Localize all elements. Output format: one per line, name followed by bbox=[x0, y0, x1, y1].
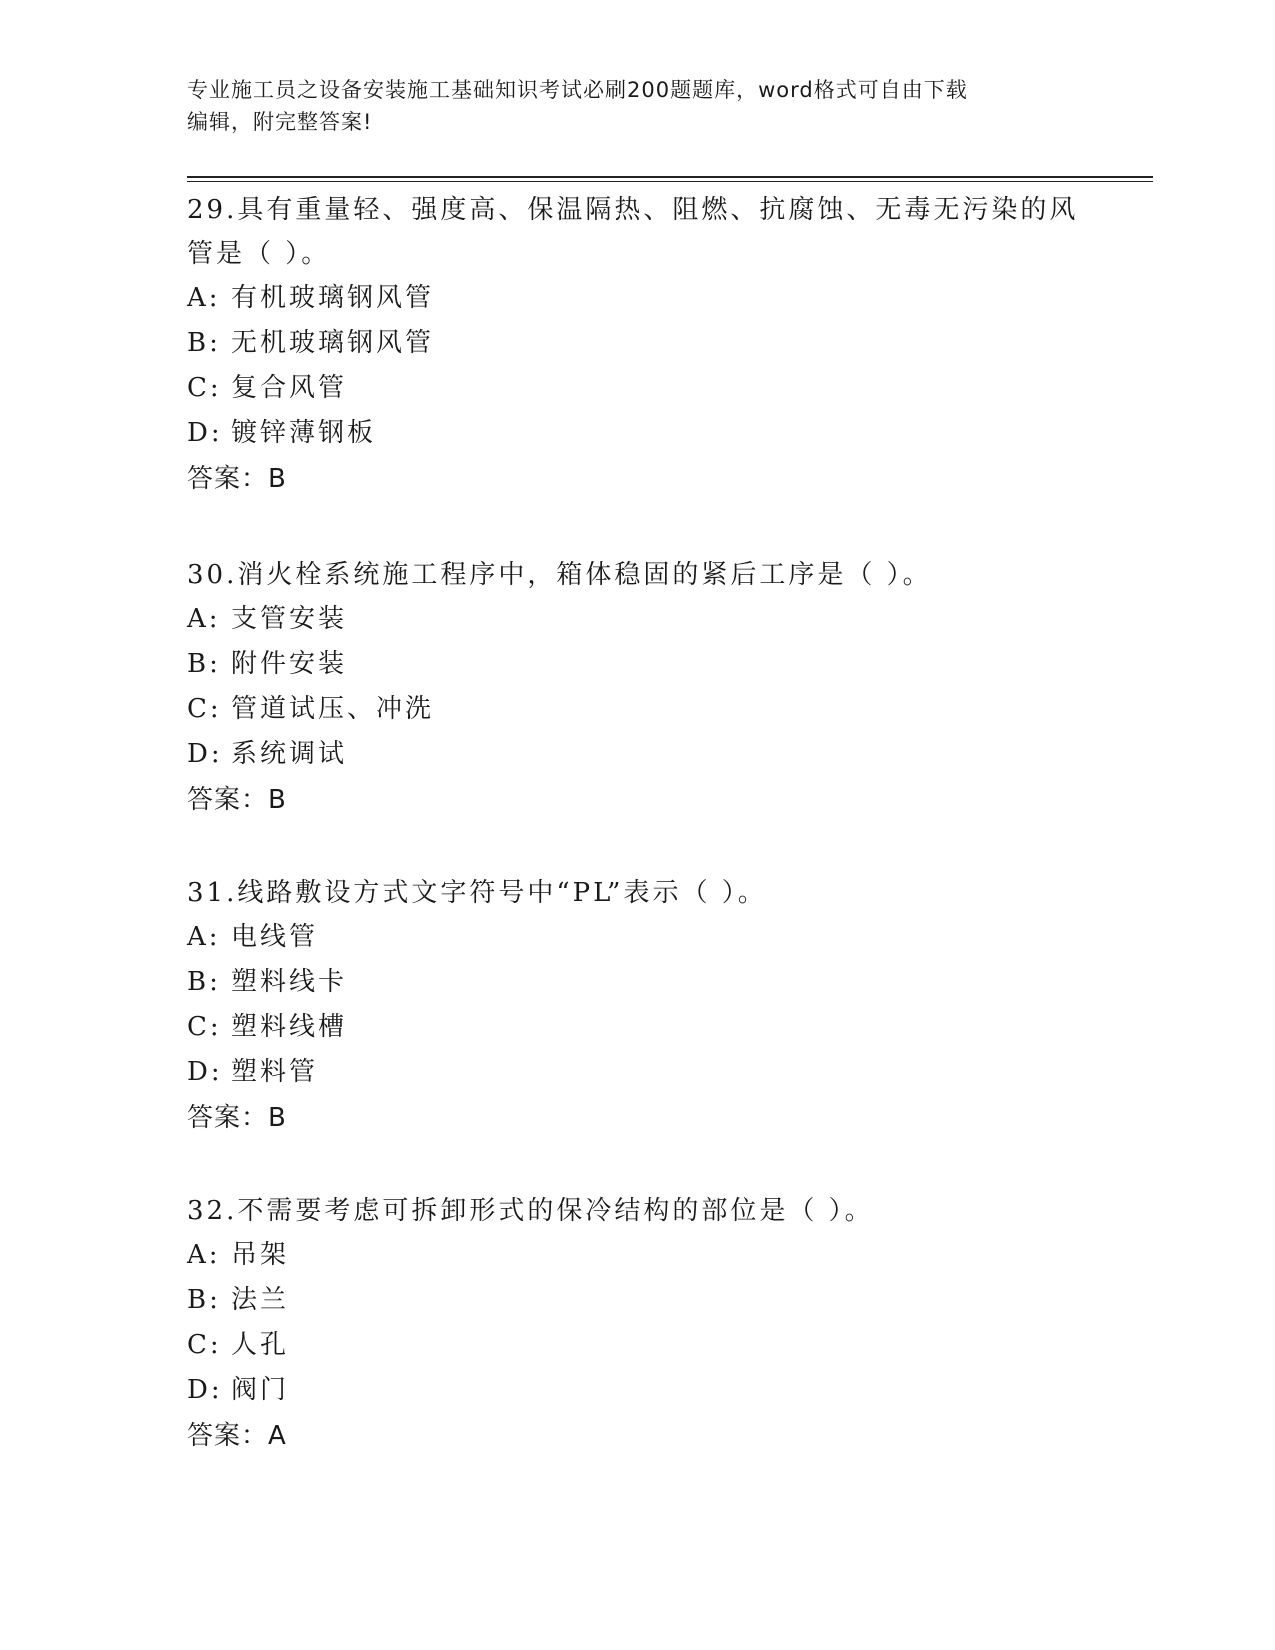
option-text: 镀锌薄钢板 bbox=[231, 418, 377, 448]
question-stem-continued: 管是（ ）。 bbox=[187, 239, 331, 269]
header-line-1: 专业施工员之设备安装施工基础知识考试必刷200题题库，word格式可自由下载 bbox=[187, 78, 968, 102]
option-key: C: bbox=[187, 1012, 222, 1042]
option-text: 法兰 bbox=[231, 1285, 290, 1315]
option-key: A: bbox=[187, 922, 221, 952]
option-text: 吊架 bbox=[231, 1240, 290, 1270]
option-b bbox=[187, 642, 1087, 687]
question-stem: 32.不需要考虑可拆卸形式的保冷结构的部位是（ ）。 bbox=[187, 1196, 874, 1226]
answer-line: 答案：B bbox=[187, 464, 287, 494]
question-32 bbox=[187, 1189, 1087, 1459]
option-key: B: bbox=[187, 649, 221, 679]
option-text: 塑料线槽 bbox=[231, 1012, 348, 1042]
option-b bbox=[187, 1278, 1087, 1323]
option-text: 阀门 bbox=[231, 1375, 290, 1405]
option-c bbox=[187, 1323, 1087, 1368]
option-c bbox=[187, 687, 1087, 732]
option-d bbox=[187, 1368, 1087, 1413]
question-29 bbox=[187, 188, 1087, 502]
answer-line: 答案：B bbox=[187, 1103, 287, 1133]
question-stem: 29.具有重量轻、强度高、保温隔热、阻燃、抗腐蚀、无毒无污染的风 bbox=[187, 195, 1079, 225]
option-text: 系统调试 bbox=[231, 739, 348, 769]
option-key: C: bbox=[187, 694, 222, 724]
option-key: D: bbox=[187, 1057, 223, 1087]
question-30 bbox=[187, 553, 1087, 823]
option-key: B: bbox=[187, 967, 221, 997]
option-a bbox=[187, 915, 1087, 960]
option-key: D: bbox=[187, 418, 223, 448]
option-b bbox=[187, 960, 1087, 1005]
option-key: A: bbox=[187, 283, 221, 313]
option-text: 支管安装 bbox=[231, 604, 348, 634]
document-header bbox=[187, 74, 1087, 138]
option-key: C: bbox=[187, 1330, 222, 1360]
option-text: 人孔 bbox=[231, 1330, 290, 1360]
header-divider-thin bbox=[187, 181, 1153, 182]
option-text: 有机玻璃钢风管 bbox=[231, 283, 435, 313]
option-a bbox=[187, 597, 1087, 642]
option-key: B: bbox=[187, 1285, 221, 1315]
question-31 bbox=[187, 871, 1087, 1141]
option-key: D: bbox=[187, 739, 223, 769]
option-d bbox=[187, 1050, 1087, 1095]
option-text: 复合风管 bbox=[231, 373, 348, 403]
option-text: 无机玻璃钢风管 bbox=[231, 328, 435, 358]
option-c bbox=[187, 1005, 1087, 1050]
option-c bbox=[187, 366, 1087, 411]
answer-line: 答案：A bbox=[187, 1421, 287, 1451]
option-key: B: bbox=[187, 328, 221, 358]
option-b bbox=[187, 321, 1087, 366]
option-text: 塑料线卡 bbox=[231, 967, 348, 997]
answer-line: 答案：B bbox=[187, 785, 287, 815]
option-d bbox=[187, 732, 1087, 777]
option-key: D: bbox=[187, 1375, 223, 1405]
option-text: 电线管 bbox=[231, 922, 319, 952]
option-d bbox=[187, 411, 1087, 456]
header-divider-thick bbox=[187, 176, 1153, 178]
option-a bbox=[187, 1233, 1087, 1278]
option-key: C: bbox=[187, 373, 222, 403]
option-key: A: bbox=[187, 604, 221, 634]
question-stem: 30.消火栓系统施工程序中，箱体稳固的紧后工序是（ ）。 bbox=[187, 560, 932, 590]
option-text: 附件安装 bbox=[231, 649, 348, 679]
question-stem: 31.线路敷设方式文字符号中“PL”表示（ ）。 bbox=[187, 878, 767, 908]
option-text: 塑料管 bbox=[231, 1057, 319, 1087]
header-line-2: 编辑，附完整答案! bbox=[187, 110, 373, 134]
option-a bbox=[187, 276, 1087, 321]
option-text: 管道试压、冲洗 bbox=[231, 694, 435, 724]
option-key: A: bbox=[187, 1240, 221, 1270]
